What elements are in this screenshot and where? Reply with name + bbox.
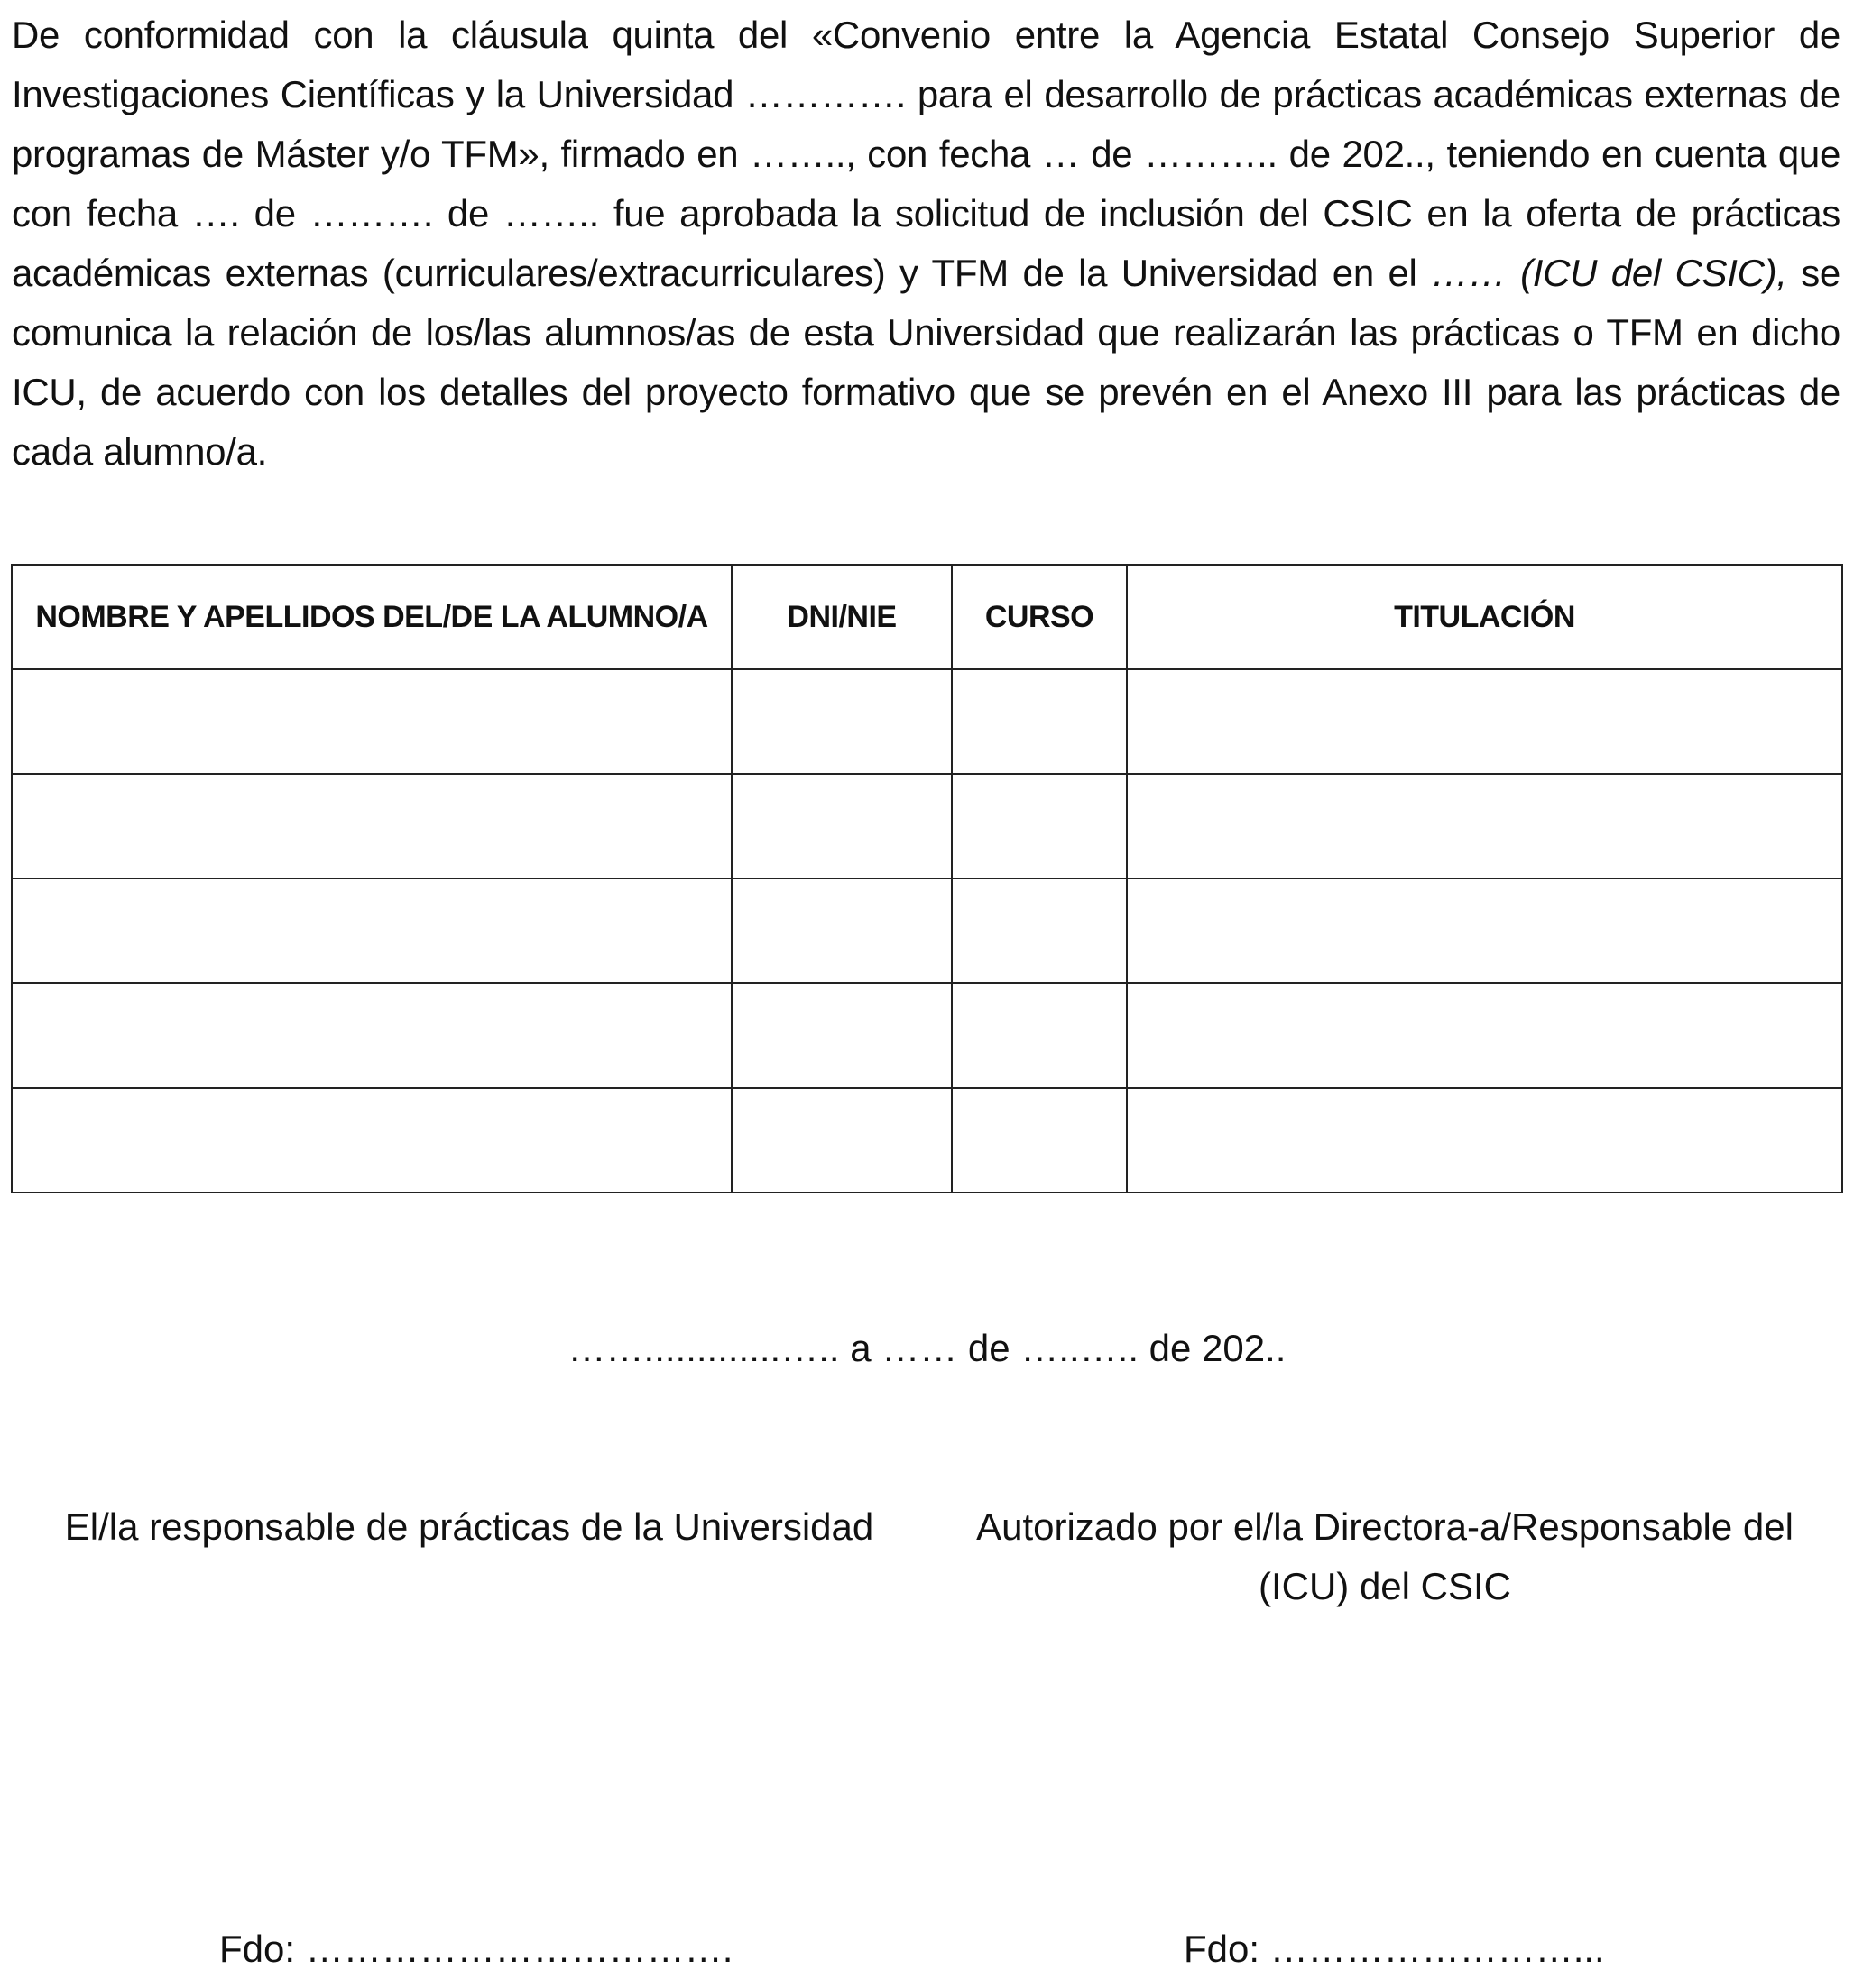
cell-dni-nie[interactable]	[732, 774, 952, 879]
table-row	[12, 879, 1842, 983]
cell-curso[interactable]	[952, 669, 1127, 774]
cell-dni-nie[interactable]	[732, 879, 952, 983]
cell-curso[interactable]	[952, 774, 1127, 879]
cell-titulacion[interactable]	[1127, 983, 1842, 1088]
signature-fdo-university: Fdo: …………………………….	[219, 1928, 733, 1970]
header-curso: CURSO	[952, 565, 1127, 669]
intro-paragraph	[12, 5, 1840, 482]
cell-titulacion[interactable]	[1127, 669, 1842, 774]
cell-nombre[interactable]	[12, 669, 732, 774]
cell-titulacion[interactable]	[1127, 879, 1842, 983]
intro-text-main: De conformidad con la cláusula quinta del «Convenio entre la Agencia Estatal Consejo Superior de Investigaciones Científicas y la Universidad …………. para el desarrollo de prácticas académicas externas de programas de Máster y/o TFM», firmado en …….., con fecha … de ……….. de 202.., teniendo en cuenta que con fecha …. de ………. de …….. fue aprobada la solicitud de inclusión del CSIC en la oferta de prácticas académicas externas (curriculares/extracurriculares) y TFM de la Universidad en el	[12, 14, 1840, 294]
cell-dni-nie[interactable]	[732, 669, 952, 774]
signature-title-csic-line2: (ICU) del CSIC	[1258, 1565, 1512, 1607]
signature-title-csic-line1: Autorizado por el/la Directora-a/Responsable del	[976, 1505, 1794, 1548]
cell-curso[interactable]	[952, 879, 1127, 983]
header-dni-nie: DNI/NIE	[732, 565, 952, 669]
header-titulacion: TITULACIÓN	[1127, 565, 1842, 669]
cell-curso[interactable]	[952, 1088, 1127, 1192]
students-table	[11, 564, 1843, 1193]
table-row	[12, 774, 1842, 879]
table-row	[12, 1088, 1842, 1192]
signature-title-csic	[970, 1497, 1800, 1616]
intro-text-end: se comunica la relación de los/las alumnos/as de esta Universidad que realizarán las prácticas o TFM en dicho ICU, de acuerdo con los detalles del proyecto formativo que se prevén en el Anexo III para las prácticas de cada alumno/a.	[12, 252, 1840, 473]
cell-nombre[interactable]	[12, 774, 732, 879]
table-row	[12, 669, 1842, 774]
signature-title-university	[36, 1497, 902, 1557]
cell-titulacion[interactable]	[1127, 774, 1842, 879]
cell-titulacion[interactable]	[1127, 1088, 1842, 1192]
intro-text-italic: …… (ICU del CSIC),	[1431, 252, 1787, 294]
header-nombre: NOMBRE Y APELLIDOS DEL/DE LA ALUMNO/A	[12, 565, 732, 669]
cell-nombre[interactable]	[12, 983, 732, 1088]
place-date-line: …….............….. a …… de …..….. de 202..	[567, 1327, 1287, 1369]
cell-nombre[interactable]	[12, 879, 732, 983]
cell-dni-nie[interactable]	[732, 983, 952, 1088]
signature-fdo-csic: Fdo: ……………………...	[1184, 1928, 1605, 1970]
signature-title-university-text: El/la responsable de prácticas de la Universidad	[64, 1505, 874, 1548]
cell-curso[interactable]	[952, 983, 1127, 1088]
table-row	[12, 983, 1842, 1088]
cell-nombre[interactable]	[12, 1088, 732, 1192]
cell-dni-nie[interactable]	[732, 1088, 952, 1192]
table-header-row	[12, 565, 1842, 669]
